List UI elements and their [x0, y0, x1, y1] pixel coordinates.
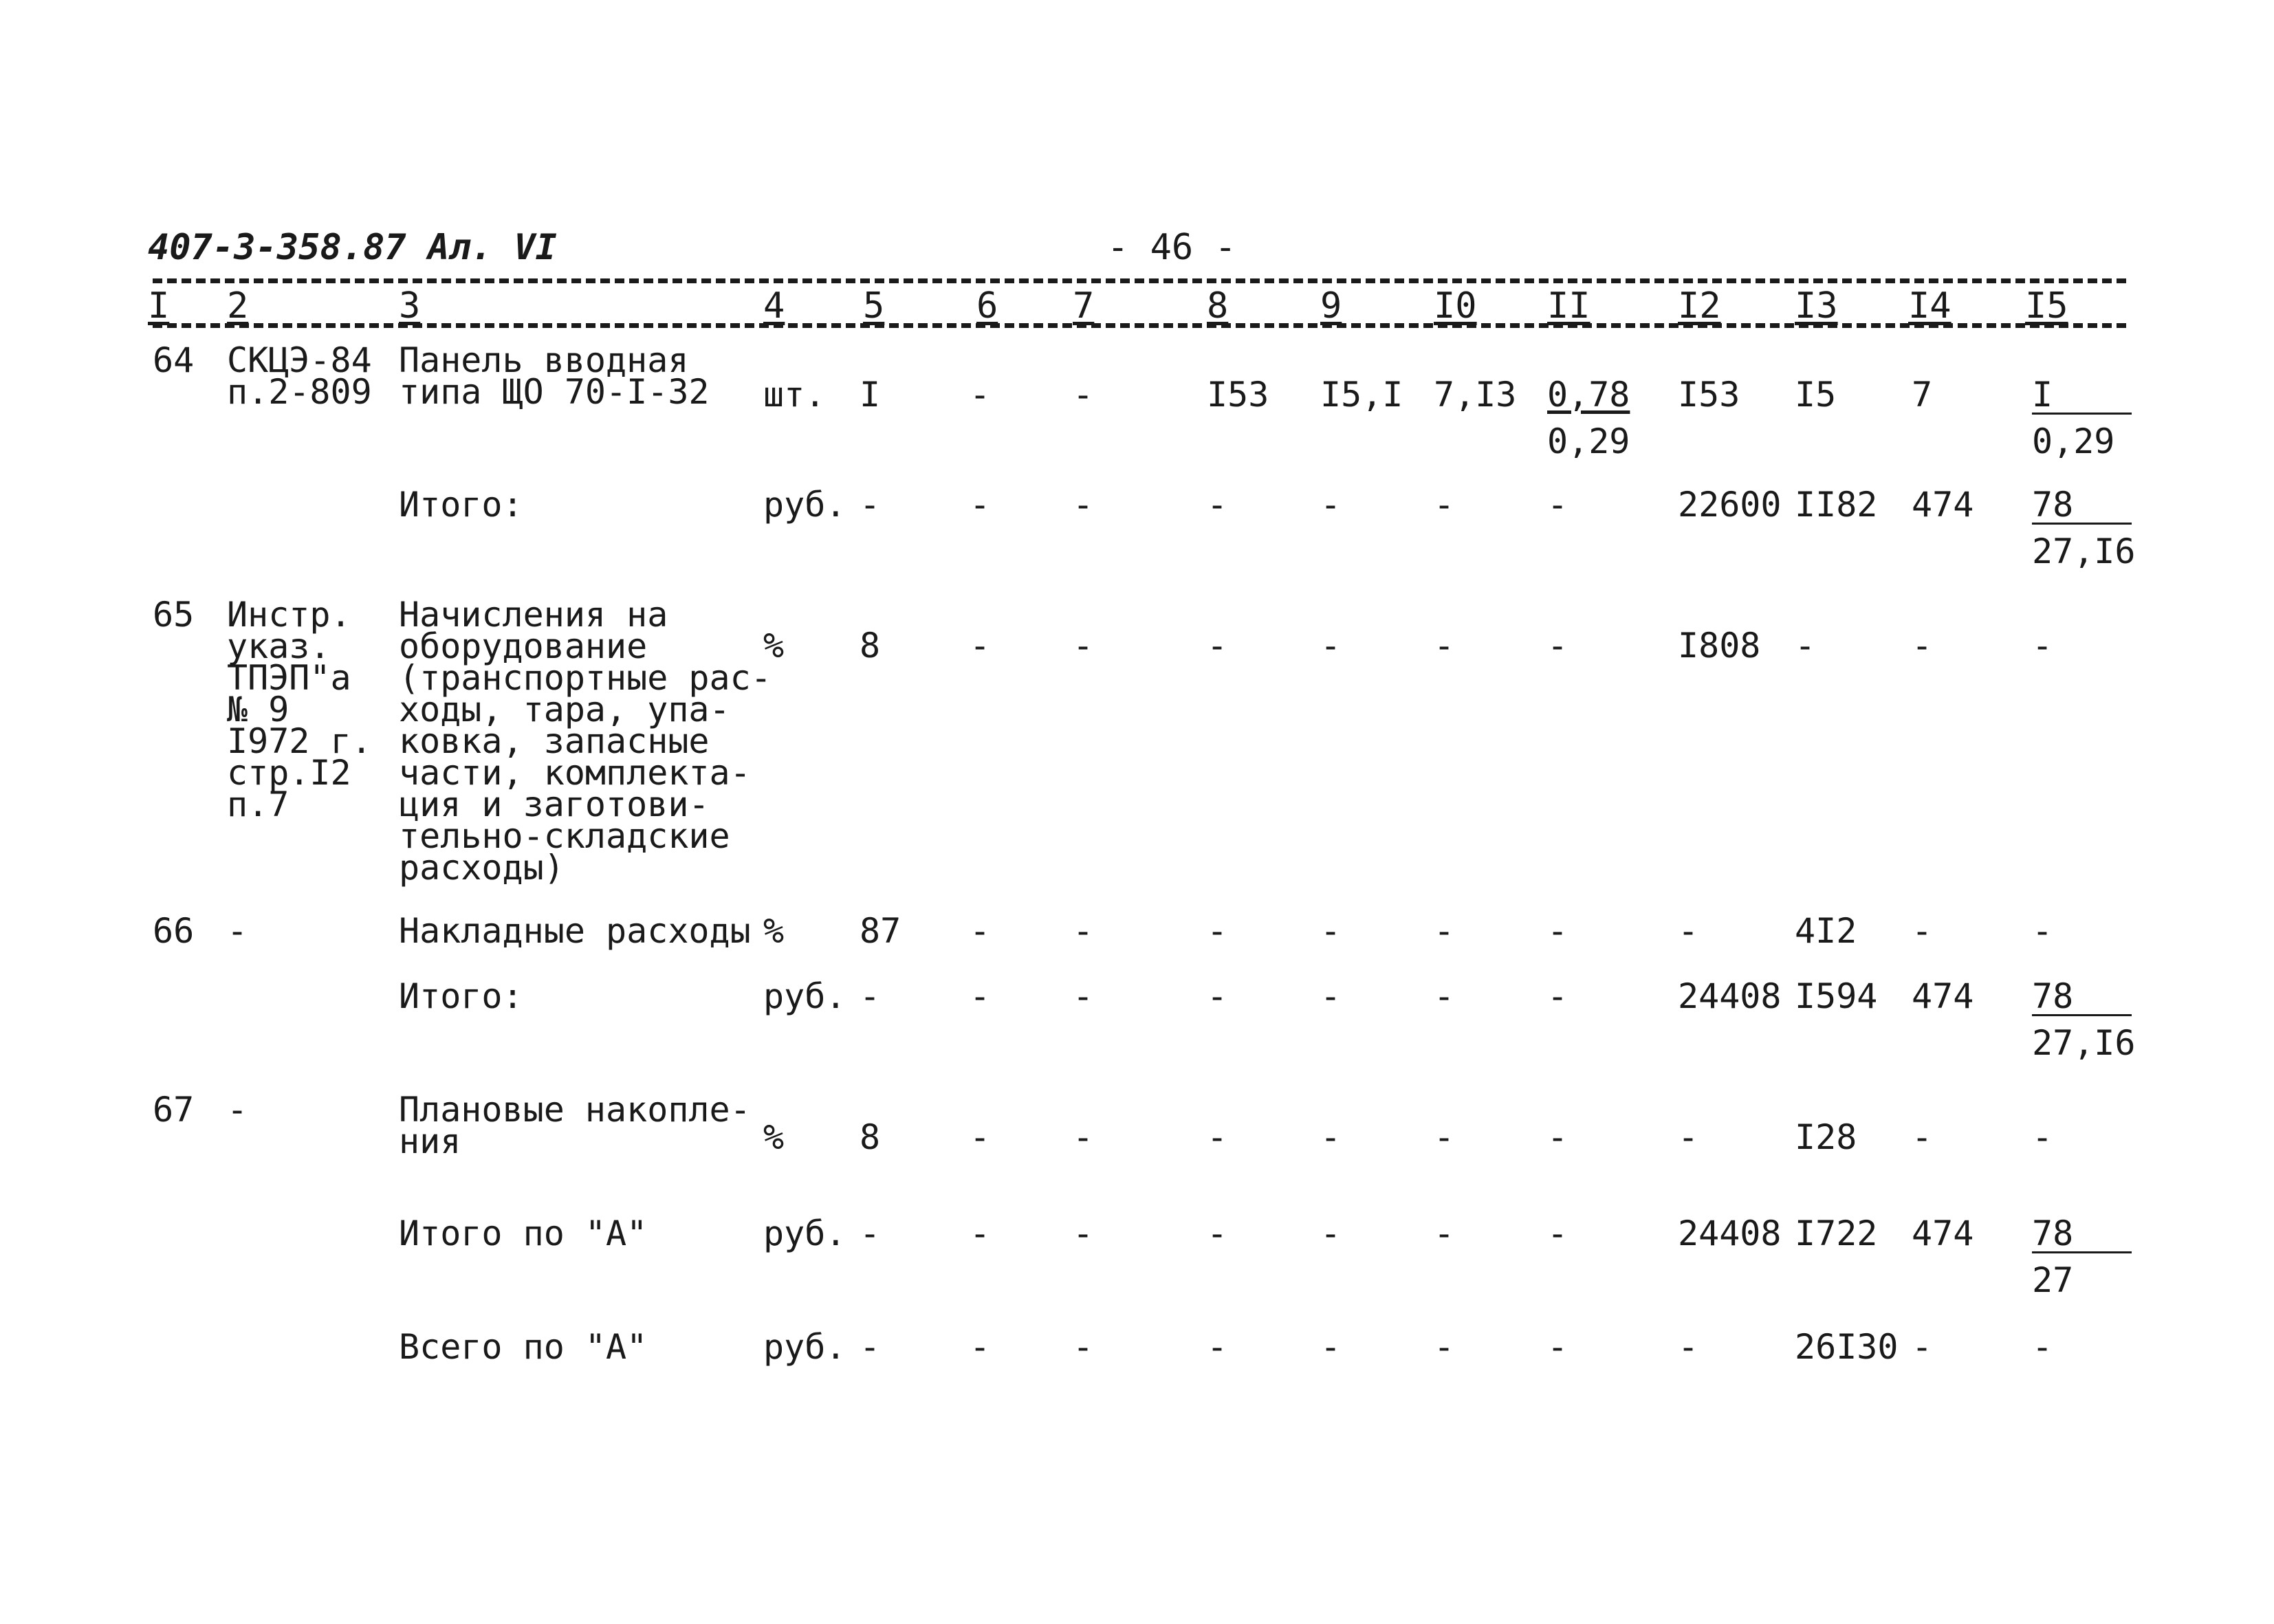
cell-col-15-top: 78: [2032, 485, 2074, 525]
cell-col-14: 474: [1912, 485, 1974, 525]
cell-col-11-top: -: [1547, 1214, 1568, 1253]
cell-col-7: -: [1073, 1327, 1094, 1367]
price-reference: ТПЭП"а: [227, 658, 351, 698]
cell-col-15-top: -: [2032, 1327, 2053, 1367]
price-reference: I972 г.: [227, 721, 372, 761]
item-name: Итого:: [399, 976, 523, 1016]
unit-cell: руб.: [763, 485, 846, 525]
cell-col-12: -: [1678, 911, 1699, 951]
cell-col-12: 22600: [1678, 485, 1782, 525]
item-name: (транспортные рас-: [399, 658, 772, 698]
cell-col-5: 8: [860, 626, 881, 666]
cell-col-14: -: [1912, 1117, 1933, 1157]
cell-col-8: I53: [1207, 375, 1269, 415]
cell-col-9: -: [1320, 485, 1342, 525]
item-name: ковка, запасные: [399, 721, 710, 761]
cell-col-6: -: [970, 1327, 991, 1367]
cell-col-6: -: [970, 626, 991, 666]
row-number: 64: [153, 340, 195, 380]
cell-col-15-top: -: [2032, 911, 2053, 951]
item-name: Всего по "А": [399, 1327, 648, 1367]
cell-col-7: -: [1073, 976, 1094, 1016]
cell-col-8: -: [1207, 1214, 1228, 1253]
cell-col-15-bottom: 0,29: [2032, 421, 2115, 461]
cell-col-7: -: [1073, 1117, 1094, 1157]
cell-col-15-top: I: [2032, 375, 2053, 415]
cell-col-9: -: [1320, 626, 1342, 666]
cell-col-11-top: -: [1547, 626, 1568, 666]
unit-cell: руб.: [763, 976, 846, 1016]
cell-col-10: -: [1434, 1117, 1455, 1157]
item-name: ходы, тара, упа-: [399, 690, 730, 729]
cell-col-7: -: [1073, 375, 1094, 415]
column-header-5: 5: [863, 285, 885, 327]
unit-cell: руб.: [763, 1214, 846, 1253]
column-header-9: 9: [1320, 285, 1342, 327]
item-name: ция и заготови-: [399, 784, 710, 824]
price-reference: указ.: [227, 626, 331, 666]
cell-col-9: -: [1320, 1214, 1342, 1253]
item-name: тельно-складские: [399, 816, 730, 856]
cell-col-5: -: [860, 485, 881, 525]
cell-col-10: -: [1434, 911, 1455, 951]
cell-col-7: -: [1073, 485, 1094, 525]
cell-col-15-top: -: [2032, 1117, 2053, 1157]
cell-col-11-top: -: [1547, 1327, 1568, 1367]
cell-col-15-top: 78: [2032, 1214, 2074, 1253]
cell-col-6: -: [970, 485, 991, 525]
cell-col-12: I808: [1678, 626, 1761, 666]
cell-col-5: -: [860, 1327, 881, 1367]
price-reference: СКЦЭ-84: [227, 340, 372, 380]
price-reference: -: [227, 1090, 248, 1130]
page-number: - 46 -: [1107, 227, 1236, 268]
cell-col-12: I53: [1678, 375, 1740, 415]
price-reference: Инстр.: [227, 595, 351, 635]
cell-col-13: -: [1795, 626, 1816, 666]
cell-col-8: -: [1207, 1327, 1228, 1367]
row-number: 66: [153, 911, 195, 951]
cell-col-8: -: [1207, 626, 1228, 666]
unit-cell: %: [763, 911, 785, 951]
cell-col-14: -: [1912, 626, 1933, 666]
cell-col-5: I: [860, 375, 881, 415]
item-name: Итого по "А": [399, 1214, 648, 1253]
column-header-10: I0: [1434, 285, 1477, 327]
cell-col-5: -: [860, 1214, 881, 1253]
price-reference: стр.I2: [227, 753, 351, 793]
cell-col-5: 87: [860, 911, 901, 951]
cell-col-14: -: [1912, 911, 1933, 951]
cell-col-8: -: [1207, 911, 1228, 951]
cell-col-12: 24408: [1678, 1214, 1782, 1253]
cell-col-12: -: [1678, 1117, 1699, 1157]
column-header-15: I5: [2025, 285, 2068, 327]
column-header-2: 2: [227, 285, 249, 327]
price-reference: -: [227, 911, 248, 951]
cell-col-13: II82: [1795, 485, 1878, 525]
item-name: типа ЩО 70-I-32: [399, 372, 710, 412]
column-header-14: I4: [1908, 285, 1952, 327]
cell-col-7: -: [1073, 626, 1094, 666]
fraction-bar: [2032, 523, 2132, 525]
column-header-3: 3: [399, 285, 421, 327]
cell-col-11-top: 0,78: [1547, 375, 1630, 415]
cell-col-10: -: [1434, 1214, 1455, 1253]
column-header-6: 6: [976, 285, 998, 327]
cell-col-15-bottom: 27,I6: [2032, 531, 2136, 571]
cell-col-5: -: [860, 976, 881, 1016]
cell-col-11-top: -: [1547, 911, 1568, 951]
cell-col-8: -: [1207, 485, 1228, 525]
fraction-bar: [2032, 413, 2132, 415]
column-header-12: I2: [1678, 285, 1721, 327]
cell-col-6: -: [970, 375, 991, 415]
cell-col-15-top: 78: [2032, 976, 2074, 1016]
cell-col-7: -: [1073, 1214, 1094, 1253]
unit-cell: %: [763, 1117, 785, 1157]
price-reference: п.7: [227, 784, 289, 824]
column-header-8: 8: [1207, 285, 1229, 327]
cell-col-9: I5,I: [1320, 375, 1403, 415]
cell-col-6: -: [970, 911, 991, 951]
cell-col-14: -: [1912, 1327, 1933, 1367]
column-header-4: 4: [763, 285, 785, 327]
cell-col-13: I28: [1795, 1117, 1857, 1157]
row-number: 67: [153, 1090, 195, 1130]
cell-col-13: 26I30: [1795, 1327, 1899, 1367]
cell-col-10: -: [1434, 976, 1455, 1016]
row-number: 65: [153, 595, 195, 635]
cell-col-14: 7: [1912, 375, 1933, 415]
item-name: ния: [399, 1121, 461, 1161]
item-name: Панель вводная: [399, 340, 689, 380]
cell-col-8: -: [1207, 976, 1228, 1016]
unit-cell: шт.: [763, 375, 826, 415]
item-name: Накладные расходы: [399, 911, 751, 951]
item-name: расходы): [399, 848, 565, 888]
cell-col-11-top: -: [1547, 1117, 1568, 1157]
cell-col-13: 4I2: [1795, 911, 1857, 951]
cell-col-11-top: -: [1547, 485, 1568, 525]
price-reference: п.2-809: [227, 372, 372, 412]
cell-col-15-bottom: 27: [2032, 1260, 2074, 1300]
item-name: части, комплекта-: [399, 753, 751, 793]
cell-col-12: -: [1678, 1327, 1699, 1367]
item-name: Итого:: [399, 485, 523, 525]
cell-col-9: -: [1320, 911, 1342, 951]
cell-col-10: 7,I3: [1434, 375, 1517, 415]
item-name: оборудование: [399, 626, 648, 666]
cell-col-9: -: [1320, 1117, 1342, 1157]
cell-col-6: -: [970, 1214, 991, 1253]
cell-col-11-top: -: [1547, 976, 1568, 1016]
column-header-7: 7: [1073, 285, 1095, 327]
cell-col-6: -: [970, 1117, 991, 1157]
cell-col-10: -: [1434, 485, 1455, 525]
header-top-rule: [153, 278, 2126, 283]
item-name: Начисления на: [399, 595, 668, 635]
fraction-bar: [2032, 1251, 2132, 1253]
cell-col-5: 8: [860, 1117, 881, 1157]
cell-col-9: -: [1320, 1327, 1342, 1367]
cell-col-8: -: [1207, 1117, 1228, 1157]
cell-col-10: -: [1434, 1327, 1455, 1367]
item-name: Плановые накопле-: [399, 1090, 751, 1130]
column-header-1: I: [148, 285, 170, 327]
cell-col-12: 24408: [1678, 976, 1782, 1016]
unit-cell: руб.: [763, 1327, 846, 1367]
cell-col-9: -: [1320, 976, 1342, 1016]
cell-col-10: -: [1434, 626, 1455, 666]
cell-col-13: I722: [1795, 1214, 1878, 1253]
cell-col-14: 474: [1912, 976, 1974, 1016]
cell-col-15-top: -: [2032, 626, 2053, 666]
column-header-11: II: [1547, 285, 1590, 327]
cell-col-7: -: [1073, 911, 1094, 951]
price-reference: № 9: [227, 690, 289, 729]
document-code: 407-3-358.87 Ал. VI: [148, 227, 557, 268]
unit-cell: %: [763, 626, 785, 666]
column-header-13: I3: [1795, 285, 1838, 327]
fraction-bar: [2032, 1014, 2132, 1016]
cell-col-6: -: [970, 976, 991, 1016]
cell-col-15-bottom: 27,I6: [2032, 1023, 2136, 1063]
cell-col-14: 474: [1912, 1214, 1974, 1253]
cell-col-13: I594: [1795, 976, 1878, 1016]
cell-col-11-bottom: 0,29: [1547, 421, 1630, 461]
cell-col-13: I5: [1795, 375, 1837, 415]
